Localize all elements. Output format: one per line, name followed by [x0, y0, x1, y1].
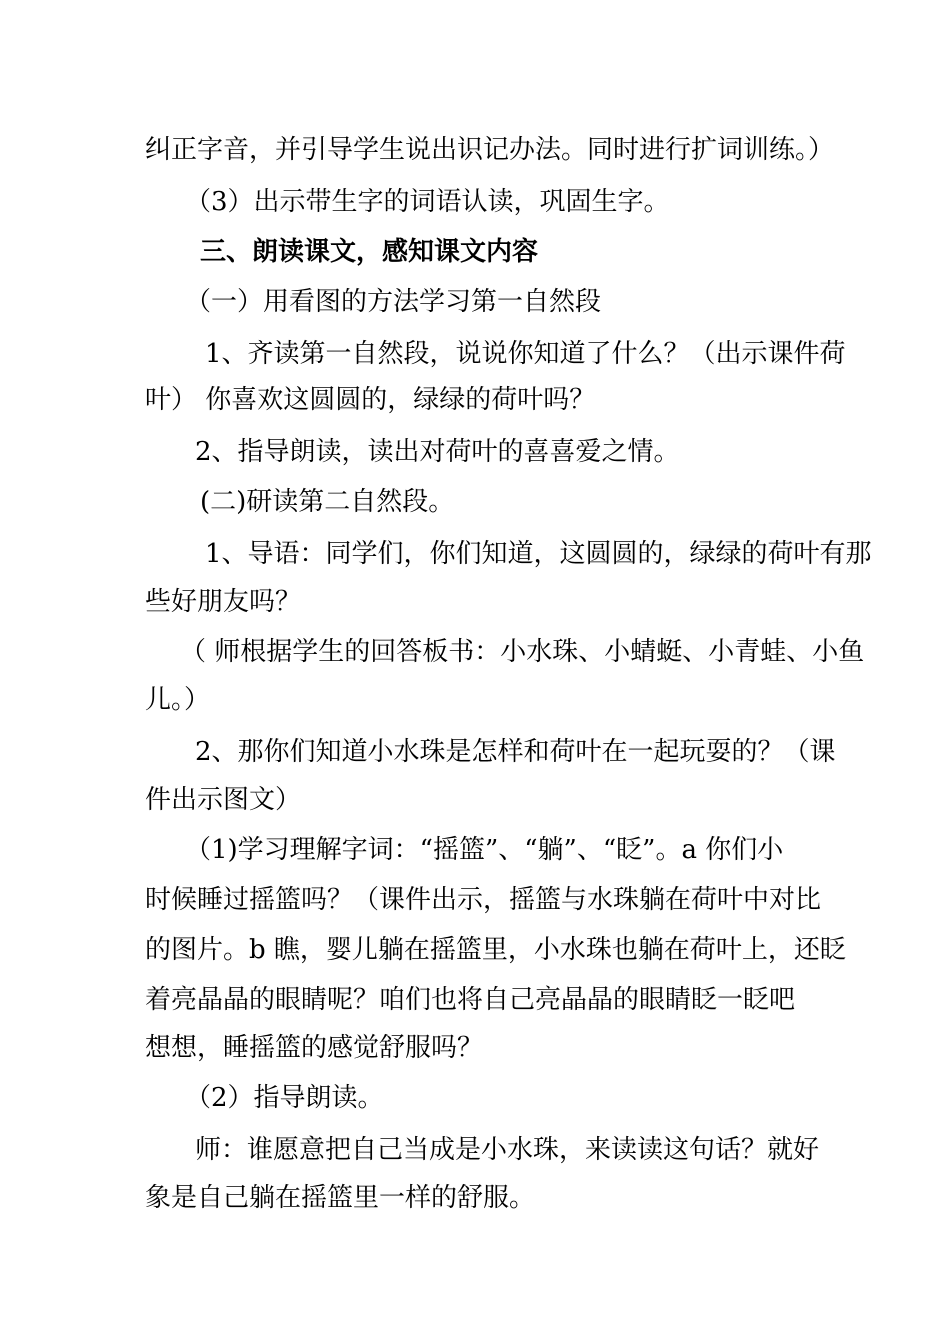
paragraph-line: （ 师根据学生的回答板书：小水珠、小蜻蜓、小青蛙、小鱼: [180, 637, 865, 667]
paragraph-line: 的图片。b 瞧，婴儿躺在摇篮里，小水珠也躺在荷叶上，还眨: [145, 935, 846, 965]
paragraph-line: 时候睡过摇篮吗？（课件出示，摇篮与水珠躺在荷叶中对比: [145, 885, 822, 915]
paragraph-line: 件出示图文）: [145, 785, 302, 815]
paragraph-line: 着亮晶晶的眼睛呢？咱们也将自己亮晶晶的眼睛眨一眨吧: [145, 985, 796, 1015]
subsection-heading: (二)研读第二自然段。: [200, 487, 455, 517]
subsection-heading: （一）用看图的方法学习第一自然段: [185, 287, 602, 317]
paragraph-line: 1、导语：同学们，你们知道，这圆圆的，绿绿的荷叶有那: [205, 539, 872, 569]
paragraph-line: 2、指导朗读，读出对荷叶的喜喜爱之情。: [195, 437, 680, 467]
paragraph-line: 些好朋友吗？: [145, 587, 302, 617]
paragraph-line: 想想，睡摇篮的感觉舒服吗？: [145, 1033, 484, 1063]
section-heading: 三、朗读课文，感知课文内容: [200, 237, 539, 267]
paragraph-line: 1、齐读第一自然段，说说你知道了什么？（出示课件荷: [205, 339, 846, 369]
paragraph-line: 纠正字音，并引导学生说出识记办法。同时进行扩词训练。）: [145, 135, 835, 165]
paragraph-line: 师：谁愿意把自己当成是小水珠，来读读这句话？就好: [195, 1135, 820, 1165]
paragraph-line: 2、那你们知道小水珠是怎样和荷叶在一起玩耍的？（课: [195, 737, 836, 767]
paragraph-line: 儿。）: [145, 685, 211, 715]
paragraph-line: 象是自己躺在摇篮里一样的舒服。: [145, 1183, 536, 1213]
paragraph-line: （1)学习理解字词：“摇篮”、“躺”、“眨”。a 你们小: [185, 835, 784, 865]
paragraph-line: （2）指导朗读。: [185, 1083, 384, 1113]
paragraph-line: （3）出示带生字的词语认读，巩固生字。: [185, 187, 670, 217]
paragraph-line: 叶） 你喜欢这圆圆的，绿绿的荷叶吗？: [145, 385, 596, 415]
